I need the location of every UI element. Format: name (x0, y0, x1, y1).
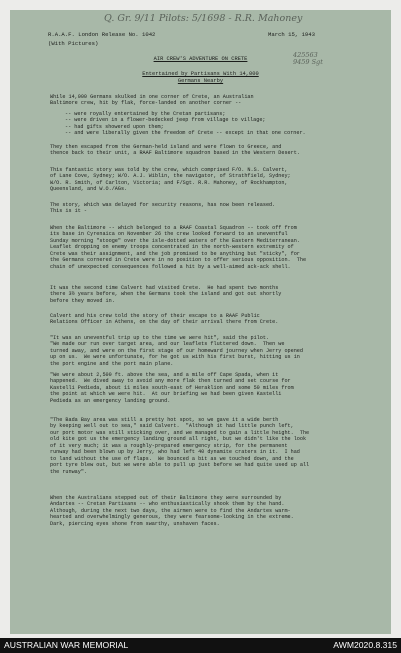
headline: AIR CREW'S ADVENTURE ON CRETE (153, 56, 248, 62)
paragraph-12: When the Australians stepped out of their Baltimore they were surrounded by Andartes -- Cretan Partisans -- who enthusiastically shook them by the hand. Although, during the next two days, the airmen were to find the Andartes warm- hearted and overwhelmingly generous, they were fearsome-looking in the extreme. Dark, piercing eyes shone from swarthy, unshaven faces. (50, 495, 294, 527)
paragraph-8: Calvert and his crew told the story of their escape to a RAAF Public Relations Officer in Athens, on the day of their arrival there from Crete. (50, 313, 279, 326)
archive-name: AUSTRALIAN WAR MEMORIAL (4, 640, 129, 650)
paragraph-6: When the Baltimore -- which belonged to a RAAF Coastal Squadron -- took off from its base in Cyrenaica on November 26 the crew looked forward to an uneventful Sunday morning "stooge" over the isle-dotted waters of the Eastern Mediterranean. Leaflet dropping on enemy troops concentrated in the north-western extremity of Crete was their assignment, and the job promised to be anything but "sticky", for the Germans cornered in Crete were in no position to offer serious opposition. The chain of unexpected consequences followed a hit by a well-aimed ack-ack shell. (50, 225, 307, 270)
archive-caption-bar (0, 638, 401, 653)
document-page (10, 10, 391, 634)
paragraph-1: While 14,000 Germans skulked in one corner of Crete, an Australian Baltimore crew, hit by flak, force-landed on another corner -- (50, 94, 254, 107)
paragraph-7: It was the second time Calvert had visited Crete. He had spent two months there 3½ years before, when the Germans took the island and got out shortly before they moved in. (50, 285, 282, 304)
handwritten-annotation-top: Q. Gr. 9/11 Pilots: 5/1698 - R.R. Mahoney (104, 13, 303, 24)
paragraph-2-list: -- were royally entertained by the Cretan partisans; -- were driven in a flower-bedecked jeep from village to village; -- had gifts showered upon them; -- and were liberally given the freedom of Crete -- except in that one corner. (65, 111, 306, 137)
paragraph-10: "We were about 2,500 ft. above the sea, and a mile off Cape Spada, when it happened. We dived away to avoid any more flak then turned and set course for Kastelli Pedieda, about 11 miles south-east of Heraklion and some 50 miles from the point at which we were hit. At our briefing we had been given Kastelli Pedieda as an emergency landing ground. (50, 372, 294, 404)
release-number: R.A.A.F. London Release No. 1042 (48, 31, 156, 38)
subheadline-line-1: Entertained by Partisans With 14,000 (142, 71, 259, 77)
release-date: March 15, 1943 (268, 31, 315, 38)
subheadline-line-2: Germans Nearby (177, 78, 224, 84)
paragraph-3: They then escaped from the German-held island and were flown to Greece, and thence back to their unit, a RAAF Baltimore squadron based in the Western Desert. (50, 144, 300, 157)
paragraph-5: The story, which was delayed for security reasons, has now been released. This is it - (50, 202, 276, 215)
archive-reference: AWM2020.8.315 (333, 640, 397, 650)
paragraph-11: "The Bada Bay area was still a pretty hot spot, so we gave it a wide berth by keeping well out to sea," said Calvert. "Although it had little punch left, our port motor was still sticking over, and we managed to gain a little height. The old kite got us the emergency landing ground all right, but we didn't like the look of it very much; it was a roughly-prepared emergency strip, for the permanent runway had been blown up by Jerry, who had left 40 dynamite craters in it. I had to land without the use of flaps. We bounced a bit as we touched down, and the port tyre blew out, but we were able to pull up just before we had quite used up all the runway". (50, 417, 310, 475)
handwritten-annotation-side: 425563 9459 Sgt (293, 51, 323, 66)
pictures-note: (With Pictures) (48, 40, 99, 47)
paragraph-9: "It was an uneventful trip up to the time we were hit", said the pilot. "We made our run over target area, and our leaflets fluttered down. Then we turned away, and were on the first stage of our homeward journey when Jerry opened up on us. We were unfortunate, for he got us with his first burst, hitting us in the port engine and the port main plane. (50, 335, 303, 367)
paragraph-4: This fantastic story was told by the crew, which comprised F/O. N.S. Calvert, of Lane Cove, Sydney; W/O. A.J. Wiblin, the navigator, of Strathfield, Sydney; W/O. R. Smith, of Carlton, Victoria; and F/Sgt. R.R. Mahoney, of Rockhampton, Queensland, and W.O./AGs. (50, 167, 291, 193)
